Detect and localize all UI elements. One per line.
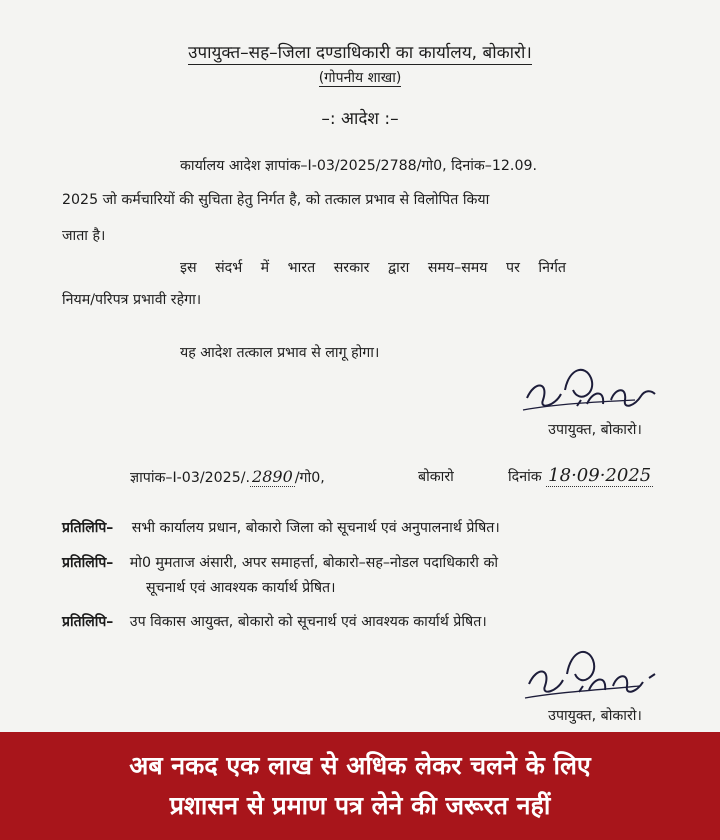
signature-2-designation: उपायुक्त, बोकारो। [548,708,642,724]
headline-line-1: अब नकद एक लाख से अधिक लेकर चलने के लिए [129,751,591,780]
memo-date: दिनांक 18·09·2025 [508,465,652,486]
signature-1-designation: उपायुक्त, बोकारो। [548,422,642,438]
memo-reference: ज्ञापांक–I-03/2025/. 2890 /गो0, [130,467,325,486]
signature-1-scribble [515,360,675,422]
paragraph-2-line-1: इस संदर्भ में भारत सरकार द्वारा समय–समय पर निर्गत [180,260,567,276]
memo-handwritten-number: 2890 [252,467,293,486]
paragraph-1-line-2: 2025 जो कर्मचारियों की सुचिता हेतु निर्गत है, को तत्काल प्रभाव से विलोपित किया [62,192,490,208]
copy-1: प्रतिलिपि– सभी कार्यालय प्रधान, बोकारो जिला को सूचनार्थ एवं अनुपालनार्थ प्रेषित। [62,520,500,536]
paragraph-1-line-1: कार्यालय आदेश ज्ञापांक–I-03/2025/2788/गो0, दिनांक–12.09. [180,158,538,174]
paragraph-2-line-2: नियम/परिपत्र प्रभावी रहेगा। [62,292,202,308]
headline-banner [0,732,720,840]
paragraph-3-line-1: यह आदेश तत्काल प्रभाव से लागू होगा। [180,345,380,361]
office-title: उपायुक्त–सह–जिला दण्डाधिकारी का कार्यालय, बोकारो। [188,43,532,63]
copy-2: प्रतिलिपि– मो0 मुमताज अंसारी, अपर समाहर्त्ता, बोकारो–सह–नोडल पदाधिकारी को [62,555,499,571]
copy-3: प्रतिलिपि– उप विकास आयुक्त, बोकारो को सूचनार्थ एवं आवश्यक कार्यार्थ प्रेषित। [62,614,487,630]
signature-2-scribble [515,638,675,708]
memo-handwritten-date: 18·09·2025 [548,465,652,486]
section-name: (गोपनीय शाखा) [318,70,402,86]
paragraph-1-line-3: जाता है। [62,228,106,244]
headline-line-2: प्रशासन से प्रमाण पत्र लेने की जरूरत नहीं [169,791,551,820]
order-heading: –: आदेश :– [321,109,399,129]
memo-place: बोकारो [418,469,454,485]
copy-2-continued: सूचनार्थ एवं आवश्यक कार्यार्थ प्रेषित। [146,580,336,596]
